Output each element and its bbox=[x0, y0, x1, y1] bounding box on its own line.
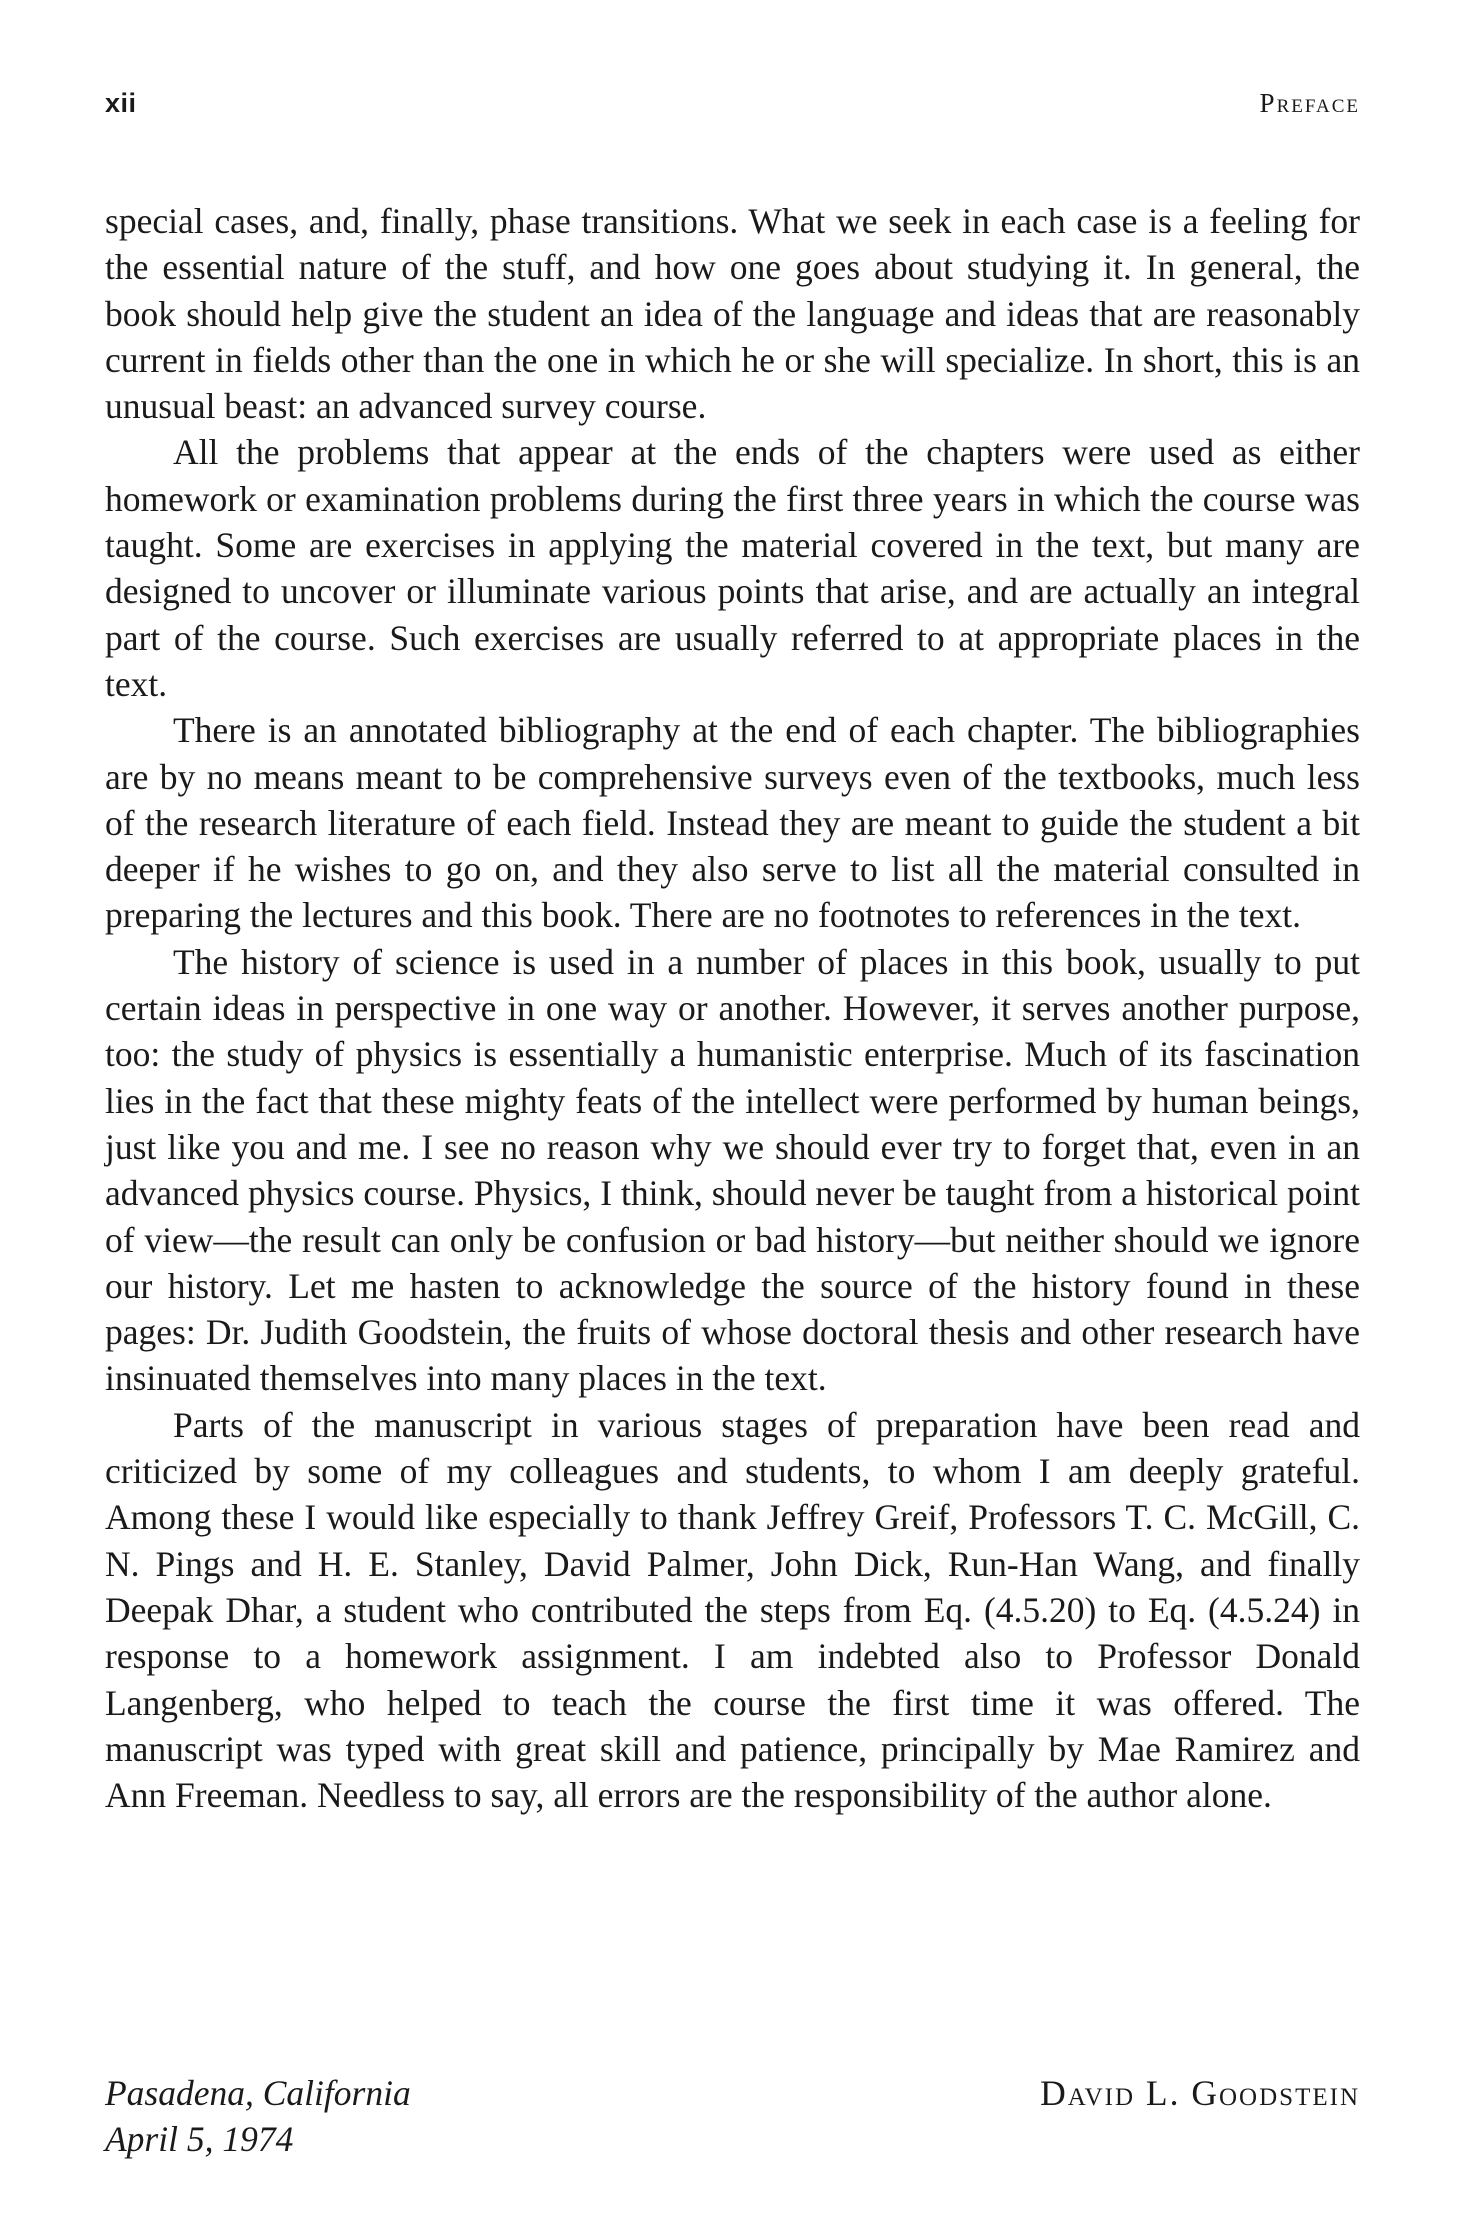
page-header bbox=[105, 88, 1360, 128]
signature-block bbox=[105, 2070, 1360, 2163]
page-number: xii bbox=[105, 88, 137, 118]
paragraph-bibliography: There is an annotated bibliography at the end of each chapter. The bibliographies are by no means meant to be comprehensive surveys even of the textbooks, much less of the research literature of each field. Instead they are meant to guide the student a bit deeper if he wishes to go on, and they also serve to list all the material consulted in preparing the lectures and this book. There are no footnotes to references in the text. bbox=[105, 710, 1360, 936]
page bbox=[105, 88, 1360, 2160]
paragraph-problems: All the problems that appear at the ends of the chapters were used as either homework or examination problems during the first three years in which the course was taught. Some are exercises in applying the material covered in the text, but many are designed to uncover or illuminate various points that arise, and are actually an integral part of the course. Such exercises are usually referred to at appropriate places in the text. bbox=[105, 432, 1360, 704]
paragraph-acknowledgments: Parts of the manuscript in various stages of preparation have been read and criticized by some of my colleagues and students, to whom I am deeply grateful. Among these I would like especially to thank Jeffrey Greif, Professors T. C. McGill, C. N. Pings and H. E. Stanley, David Palmer, John Dick, Run-Han Wang, and finally Deepak Dhar, a student who contributed the steps from Eq. (4.5.20) to Eq. (4.5.24) in response to a homework assignment. I am indebted also to Professor Donald Langenberg, who helped to teach the course the first time it was offered. The manuscript was typed with great skill and patience, principally by Mae Ramirez and Ann Freeman. Needless to say, all errors are the responsibility of the author alone. bbox=[105, 1404, 1360, 1816]
preface-body bbox=[105, 198, 1360, 1818]
paragraph-history: The history of science is used in a number of places in this book, usually to put certain ideas in perspective in one way or another. However, it serves another purpose, too: the study of physics is essentially a humanistic enterprise. Much of its fascination lies in the fact that these mighty feats of the intellect were performed by human beings, just like you and me. I see no reason why we should ever try to forget that, even in an advanced physics course. Physics, I think, should never be taught from a historical point of view—the result can only be confusion or bad history—but neither should we ignore our history. Let me hasten to acknowledge the source of the history found in these pages: Dr. Judith Goodstein, the fruits of whose doctoral thesis and other research have insinuated themselves into many places in the text. bbox=[105, 941, 1360, 1399]
signature-date: April 5, 1974 bbox=[105, 2119, 294, 2160]
running-head: Preface bbox=[1259, 88, 1360, 118]
paragraph-continued: special cases, and, finally, phase transitions. What we seek in each case is a feeling for the essential nature of the stuff, and how one goes about studying it. In general, the book should help give the student an idea of the language and ideas that are reasonably current in fields other than the one in which he or she will specialize. In short, this is an unusual beast: an advanced survey course. bbox=[105, 201, 1360, 427]
signature-author: David L. Goodstein bbox=[1040, 2073, 1360, 2113]
signature-place: Pasadena, California bbox=[105, 2073, 411, 2113]
